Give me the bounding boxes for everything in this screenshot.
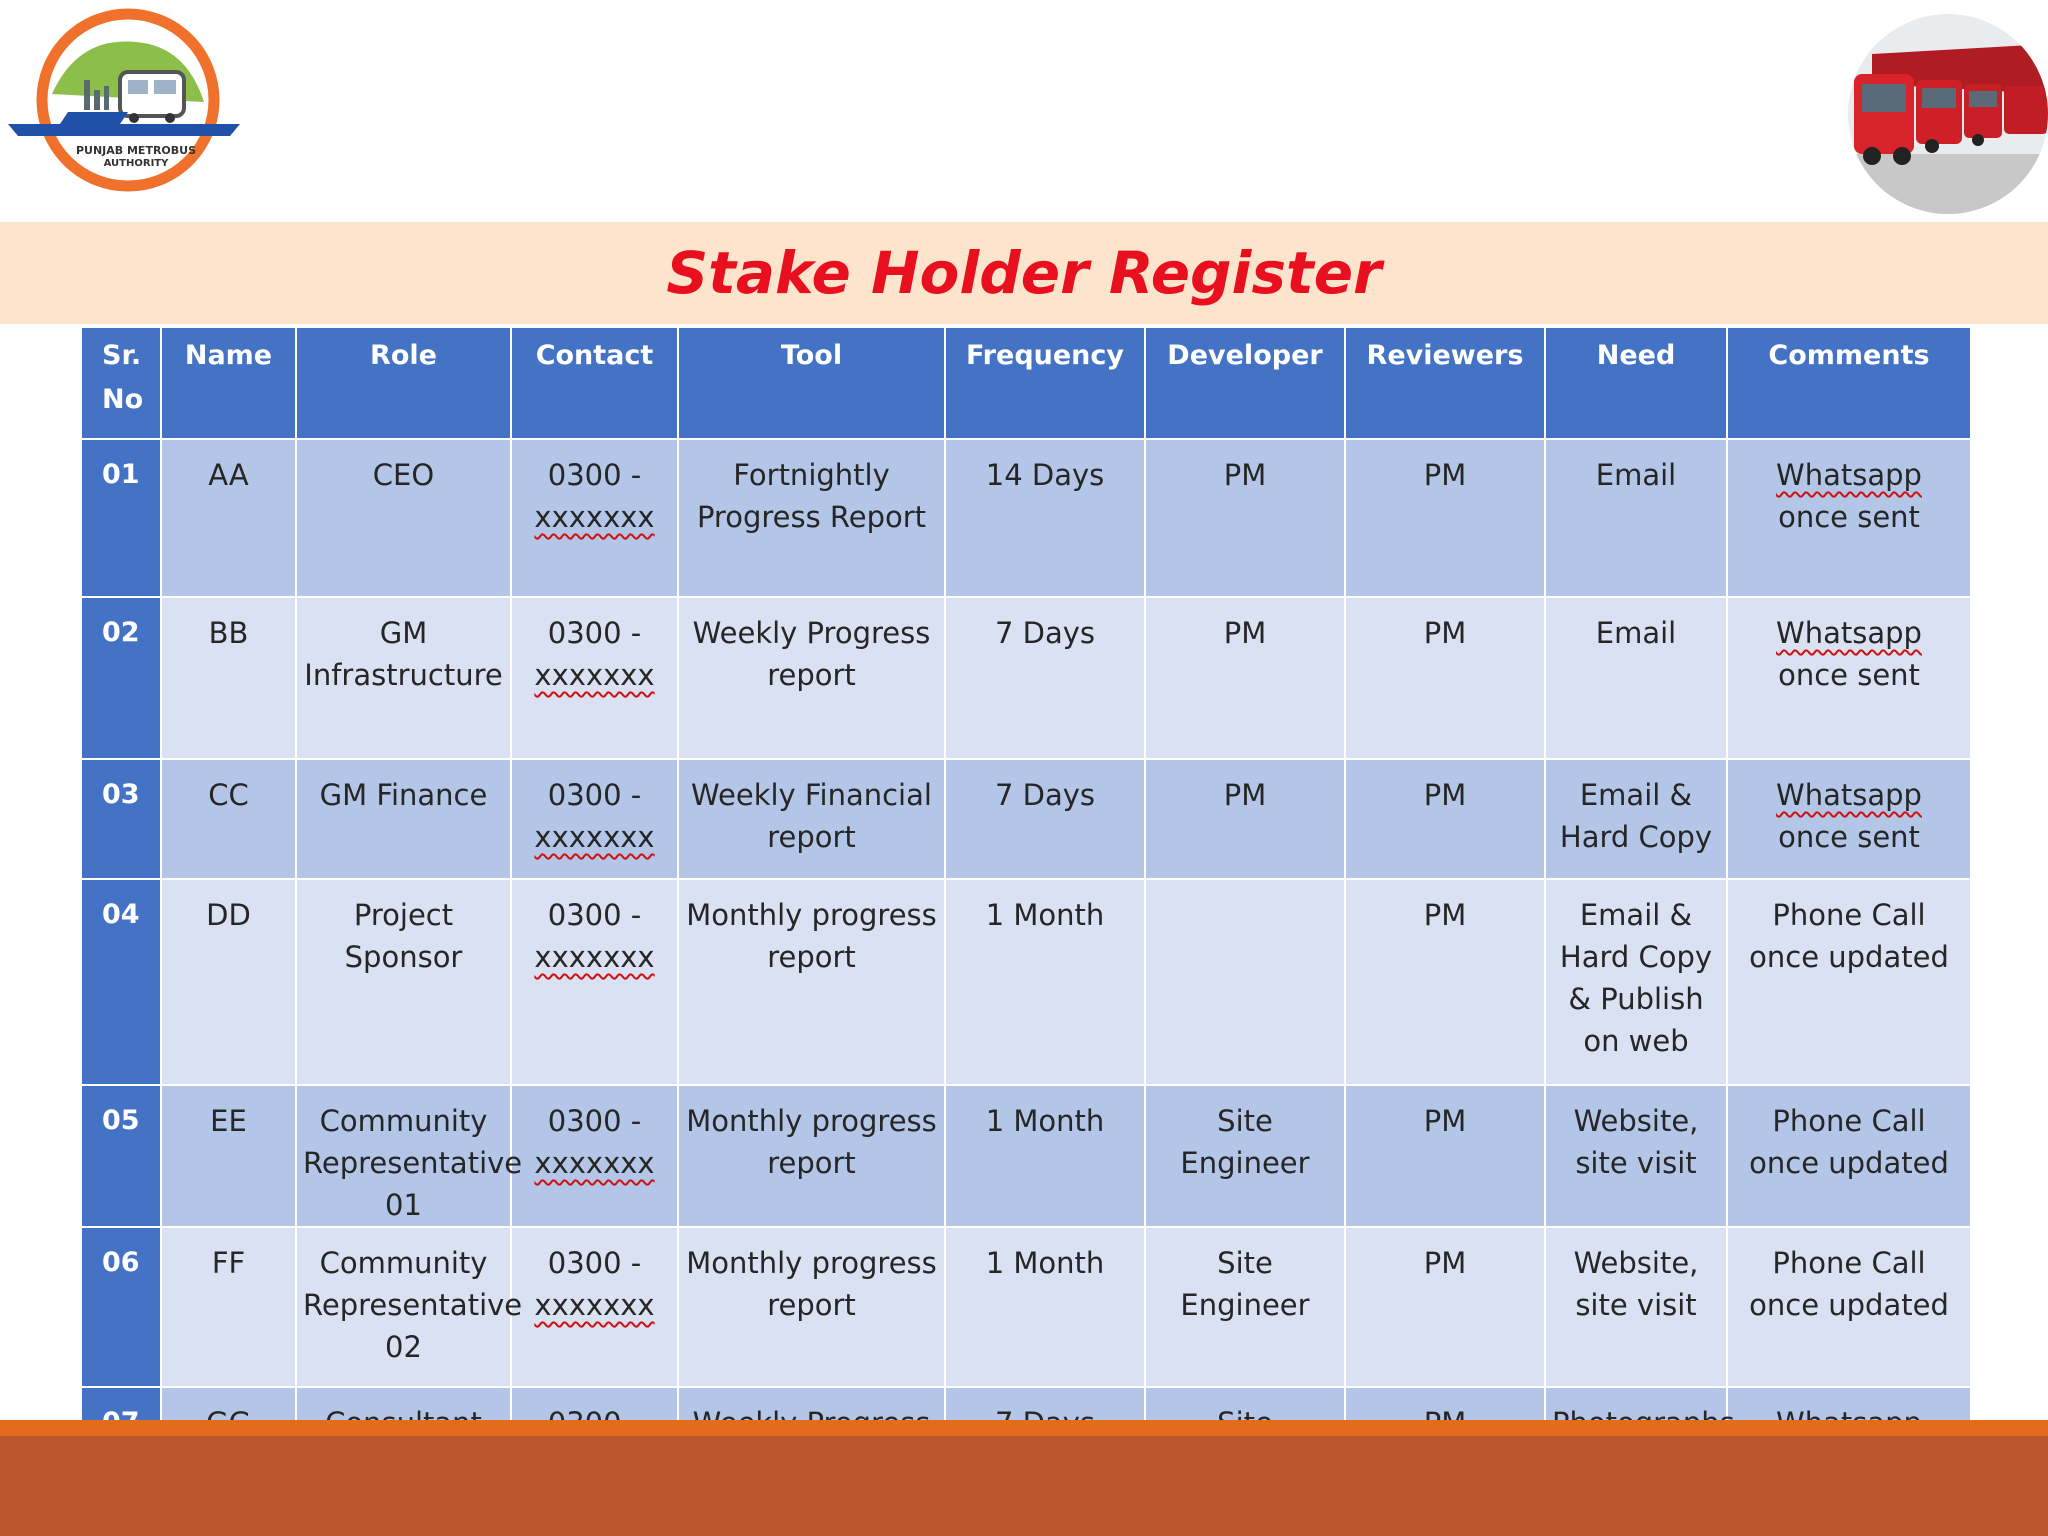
cell-comments <box>1727 1227 1971 1387</box>
table-header-row <box>81 327 1971 439</box>
punjab-metrobus-authority-logo <box>8 2 248 194</box>
cell-reviewers: PM <box>1345 879 1545 1085</box>
cell-name: FF <box>161 1227 296 1387</box>
contact-number: xxxxxxx <box>534 1288 655 1322</box>
cell-role: Community Representative 02 <box>296 1227 511 1387</box>
cell-reviewers: PM <box>1345 759 1545 879</box>
cell-tool: Monthly progress report <box>678 1227 945 1387</box>
contact-number: xxxxxxx <box>534 940 655 974</box>
footer-bar <box>0 1436 2048 1536</box>
cell-reviewers: PM <box>1345 597 1545 759</box>
cell-contact <box>511 1085 678 1227</box>
cell-frequency: 7 Days <box>945 759 1145 879</box>
cell-need: Email & Hard Copy <box>1545 759 1727 879</box>
cell-reviewers: PM <box>1345 1227 1545 1387</box>
contact-number: xxxxxxx <box>534 658 655 692</box>
cell-role: GM Infrastructure <box>296 597 511 759</box>
cell-reviewers: PM <box>1345 439 1545 597</box>
page-title: Stake Holder Register <box>666 239 1382 307</box>
cell-need: Email <box>1545 439 1727 597</box>
contact-number: xxxxxxx <box>534 500 655 534</box>
header-need: Need <box>1545 327 1727 439</box>
cell-tool: Monthly progress report <box>678 879 945 1085</box>
cell-contact <box>511 879 678 1085</box>
cell-developer: Site Engineer <box>1145 1227 1345 1387</box>
table-row <box>81 1085 1971 1227</box>
cell-frequency: 1 Month <box>945 1227 1145 1387</box>
cell-need: Email <box>1545 597 1727 759</box>
cell-developer <box>1145 879 1345 1085</box>
cell-developer: Site Engineer <box>1145 1085 1345 1227</box>
contact-prefix: 0300 - <box>547 1104 642 1138</box>
cell-sr: 01 <box>81 439 161 597</box>
stakeholder-register-table <box>80 326 1972 1528</box>
cell-name: EE <box>161 1085 296 1227</box>
header-frequency: Frequency <box>945 327 1145 439</box>
svg-text:PUNJAB METROBUS: PUNJAB METROBUS <box>75 144 197 157</box>
contact-prefix: 0300 - <box>547 616 642 650</box>
cell-need: Website, site visit <box>1545 1227 1727 1387</box>
comments-channel: Phone Call <box>1772 1104 1926 1138</box>
cell-sr: 06 <box>81 1227 161 1387</box>
cell-name: BB <box>161 597 296 759</box>
contact-prefix: 0300 - <box>547 898 642 932</box>
cell-comments <box>1727 439 1971 597</box>
comments-channel: Whatsapp <box>1776 458 1922 492</box>
header-contact: Contact <box>511 327 678 439</box>
contact-prefix: 0300 - <box>547 778 642 812</box>
cell-contact <box>511 759 678 879</box>
cell-developer: PM <box>1145 759 1345 879</box>
svg-text:AUTHORITY: AUTHORITY <box>103 158 169 169</box>
cell-sr: 02 <box>81 597 161 759</box>
header-sr-no: Sr. No <box>81 327 161 439</box>
header-comments: Comments <box>1727 327 1971 439</box>
cell-name: AA <box>161 439 296 597</box>
cell-sr: 05 <box>81 1085 161 1227</box>
cell-contact <box>511 1227 678 1387</box>
cell-comments <box>1727 879 1971 1085</box>
cell-contact <box>511 597 678 759</box>
cell-name: CC <box>161 759 296 879</box>
cell-contact <box>511 439 678 597</box>
cell-comments <box>1727 597 1971 759</box>
table-row <box>81 759 1971 879</box>
comments-timing: once sent <box>1778 820 1920 854</box>
contact-prefix: 0300 - <box>547 458 642 492</box>
contact-prefix: 0300 - <box>547 1246 642 1280</box>
header-tool: Tool <box>678 327 945 439</box>
cell-tool: Weekly Progress report <box>678 597 945 759</box>
cell-comments <box>1727 759 1971 879</box>
header-role: Role <box>296 327 511 439</box>
table-row <box>81 439 1971 597</box>
contact-number: xxxxxxx <box>534 820 655 854</box>
cell-tool: Monthly progress report <box>678 1085 945 1227</box>
cell-comments <box>1727 1085 1971 1227</box>
contact-number: xxxxxxx <box>534 1146 655 1180</box>
comments-timing: once sent <box>1778 658 1920 692</box>
table-row <box>81 597 1971 759</box>
comments-channel: Phone Call <box>1772 898 1926 932</box>
cell-role: GM Finance <box>296 759 511 879</box>
comments-channel: Phone Call <box>1772 1246 1926 1280</box>
header-name: Name <box>161 327 296 439</box>
cell-name: DD <box>161 879 296 1085</box>
table-row <box>81 1227 1971 1387</box>
header-reviewers: Reviewers <box>1345 327 1545 439</box>
cell-need: Website, site visit <box>1545 1085 1727 1227</box>
cell-reviewers: PM <box>1345 1085 1545 1227</box>
table-row <box>81 879 1971 1085</box>
comments-timing: once updated <box>1749 940 1949 974</box>
metrobus-fleet-photo <box>1832 14 2048 214</box>
cell-frequency: 1 Month <box>945 879 1145 1085</box>
cell-developer: PM <box>1145 597 1345 759</box>
cell-frequency: 1 Month <box>945 1085 1145 1227</box>
cell-tool: Weekly Financial report <box>678 759 945 879</box>
comments-timing: once sent <box>1778 500 1920 534</box>
cell-tool: Fortnightly Progress Report <box>678 439 945 597</box>
cell-frequency: 14 Days <box>945 439 1145 597</box>
comments-channel: Whatsapp <box>1776 616 1922 650</box>
footer-accent-line <box>0 1420 2048 1436</box>
comments-timing: once updated <box>1749 1146 1949 1180</box>
stakeholder-table-container <box>80 326 1970 1452</box>
cell-role: Community Representative 01 <box>296 1085 511 1227</box>
cell-role: CEO <box>296 439 511 597</box>
cell-role: Project Sponsor <box>296 879 511 1085</box>
comments-channel: Whatsapp <box>1776 778 1922 812</box>
header-developer: Developer <box>1145 327 1345 439</box>
comments-timing: once updated <box>1749 1288 1949 1322</box>
cell-sr: 03 <box>81 759 161 879</box>
cell-developer: PM <box>1145 439 1345 597</box>
cell-sr: 04 <box>81 879 161 1085</box>
cell-need: Email & Hard Copy & Publish on web <box>1545 879 1727 1085</box>
cell-frequency: 7 Days <box>945 597 1145 759</box>
